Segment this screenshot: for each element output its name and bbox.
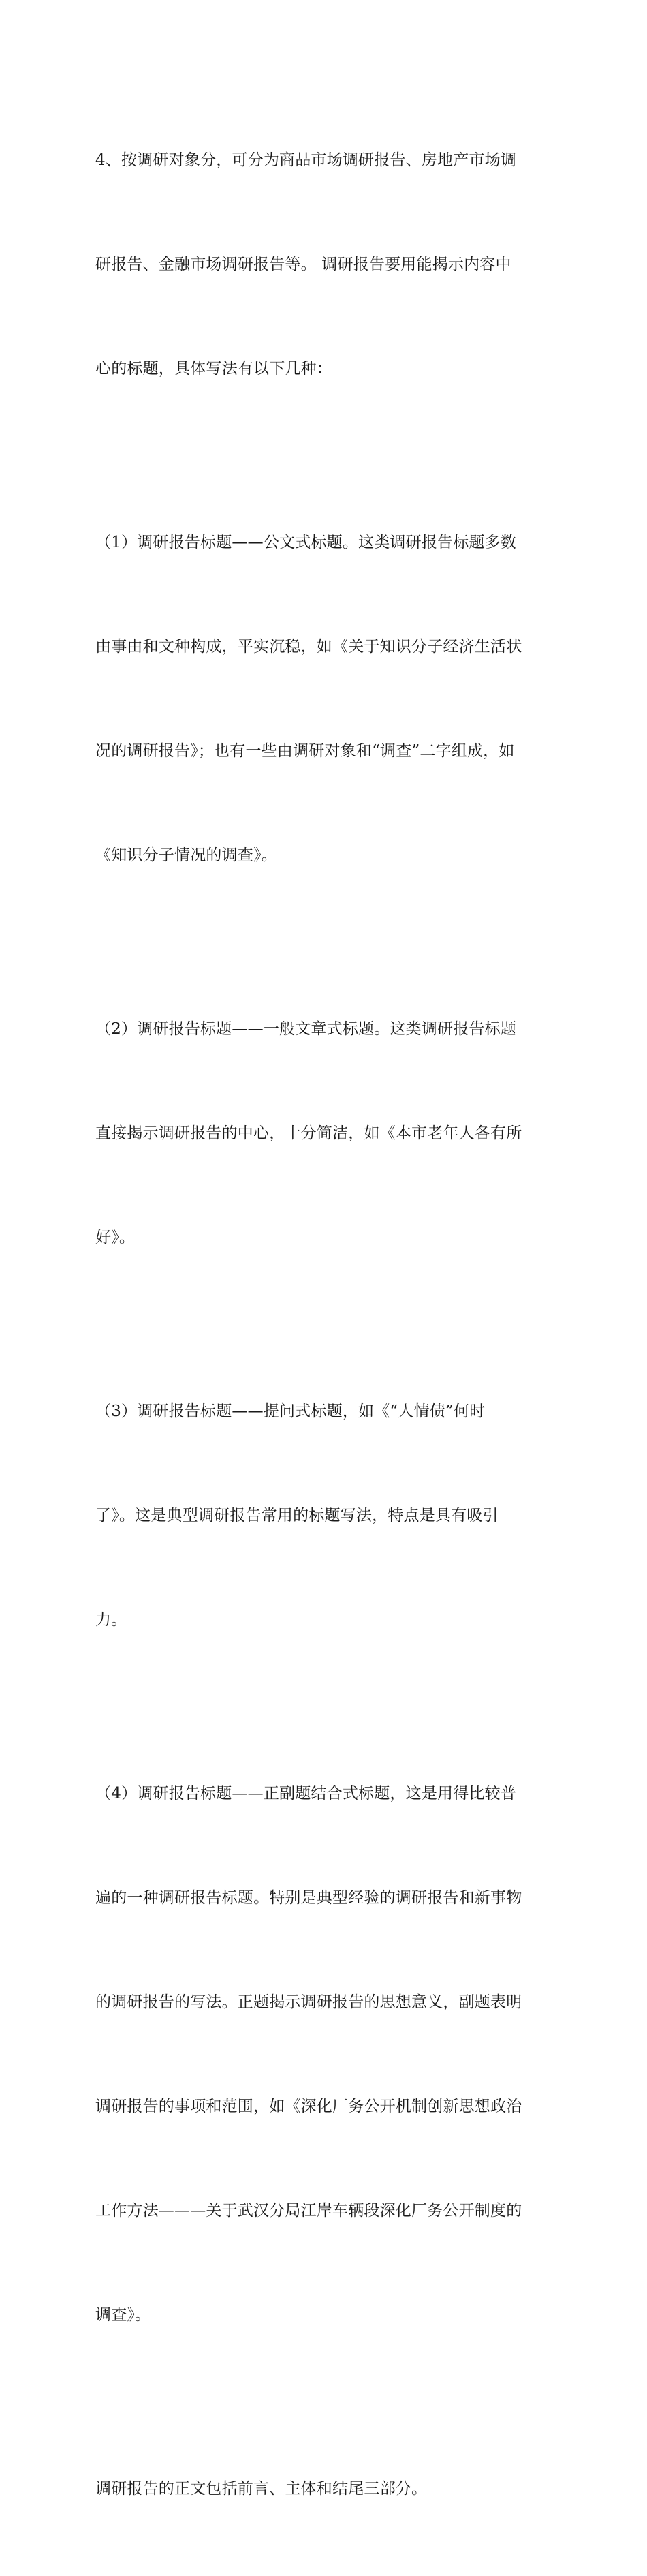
paragraph-classification: [95, 74, 558, 456]
paragraph-title-type-2: [95, 942, 558, 1325]
text-line: 了》。这是典型调研报告常用的标题写法，特点是具有吸引: [95, 1507, 499, 1524]
text-line: （4）调研报告标题——正副题结合式标题，这是用得比较普: [95, 1785, 517, 1803]
paragraph-title-type-1: [95, 456, 558, 942]
text-line: 的调研报告的写法。正题揭示调研报告的思想意义，副题表明: [95, 1993, 522, 2011]
text-line: 直接揭示调研报告的中心，十分简洁，如《本市老年人各有所: [95, 1124, 522, 1142]
text-line: 4、按调研对象分，可分为商品市场调研报告、房地产市场调: [95, 151, 517, 169]
text-line: 力。: [95, 1611, 127, 1629]
text-line: 遍的一种调研报告标题。特别是典型经验的调研报告和新事物: [95, 1889, 522, 1907]
text-line: （2）调研报告标题——一般文章式标题。这类调研报告标题: [95, 1020, 517, 1038]
text-line: （3）调研报告标题——提问式标题，如《“人情债”何时: [95, 1402, 486, 1420]
text-line: 研报告、金融市场调研报告等。 调研报告要用能揭示内容中: [95, 256, 511, 273]
paragraph-title-type-3: [95, 1325, 558, 1707]
text-line: 由事由和文种构成，平实沉稳，如《关于知识分子经济生活状: [95, 638, 522, 656]
text-line: （1）调研报告标题——公文式标题。这类调研报告标题多数: [95, 534, 517, 551]
text-line: 工作方法———关于武汉分局江岸车辆段深化厂务公开制度的: [95, 2202, 522, 2220]
text-line: 调研报告的事项和范围，如《深化厂务公开机制创新思想政治: [95, 2098, 522, 2115]
paragraph-body-structure: [95, 2402, 558, 2576]
text-line: 《知识分子情况的调查》。: [95, 846, 277, 864]
text-line: 调研报告的正文包括前言、主体和结尾三部分。: [95, 2480, 428, 2498]
document-body: [95, 74, 558, 2576]
text-line: 心的标题，具体写法有以下几种：: [95, 360, 332, 378]
text-line: 况的调研报告》；也有一些由调研对象和“调查”二字组成，如: [95, 742, 515, 760]
text-line: 好》。: [95, 1229, 136, 1246]
paragraph-title-type-4: [95, 1707, 558, 2402]
text-line: 调查》。: [95, 2306, 151, 2324]
